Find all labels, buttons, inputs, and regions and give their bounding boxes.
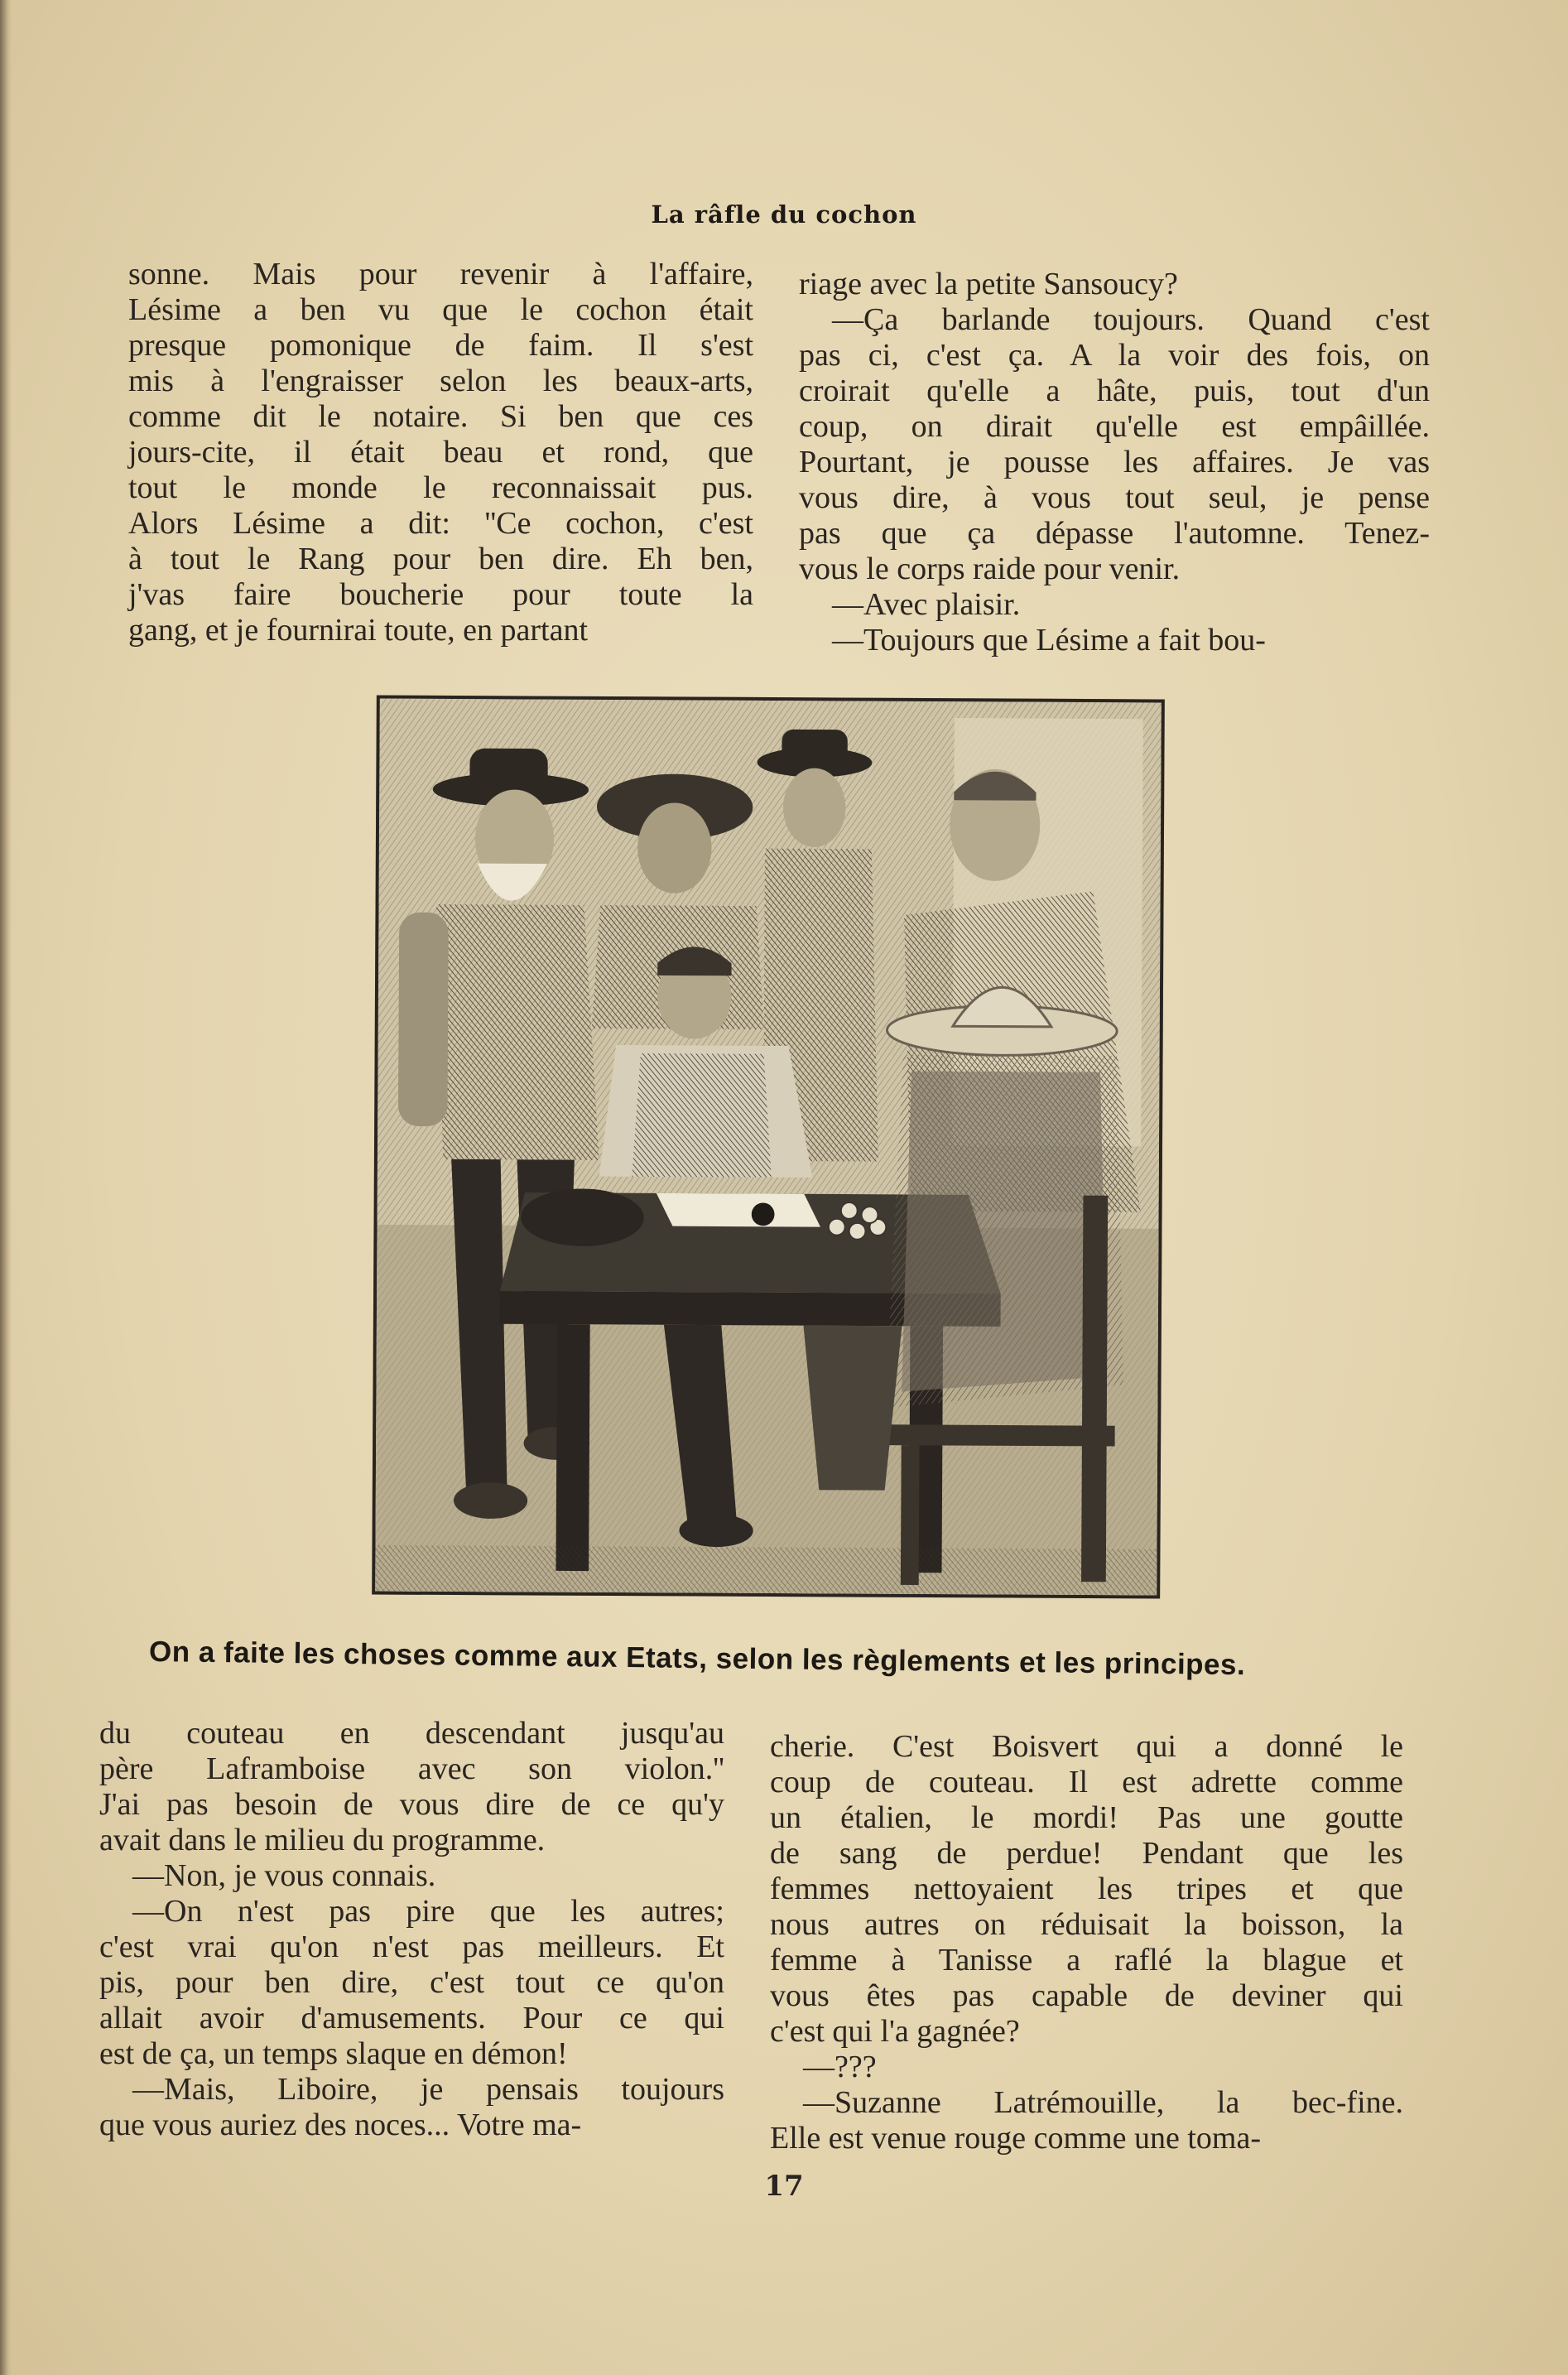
page-number: 17 (764, 2170, 804, 2203)
text-line: Alors Lésime a dit: ''Ce cochon, c'est (128, 506, 753, 541)
text-line: pas que ça dépasse l'automne. Tenez- (799, 516, 1430, 551)
text-line: femmes nettoyaient les tripes et que (770, 1872, 1403, 1906)
text-line: coup, on dirait qu'elle est empâillée. (799, 409, 1430, 444)
text-line: presque pomonique de faim. Il s'est (128, 328, 753, 363)
illustration (372, 696, 1165, 1599)
text-line: Elle est venue rouge comme une toma- (770, 2121, 1262, 2156)
column-bottom-right (770, 1729, 1403, 2156)
text-line: c'est qui l'a gagnée? (770, 2014, 1020, 2049)
column-top-left (128, 257, 753, 648)
text-line: du couteau en descendant jusqu'au (99, 1716, 724, 1751)
text-line: J'ai pas besoin de vous dire de ce qu'y (99, 1787, 724, 1822)
text-line: croirait qu'elle a hâte, puis, tout d'un (799, 373, 1430, 408)
text-line: un étalien, le mordi! Pas une goutte (770, 1800, 1403, 1835)
text-line: jours-cite, il était beau et rond, que (128, 435, 753, 470)
column-top-right (799, 267, 1430, 658)
text-line: allait avoir d'amusements. Pour ce qui (99, 2001, 724, 2035)
text-line: pis, pour ben dire, c'est tout ce qu'on (99, 1965, 724, 2000)
text-line: riage avec la petite Sansoucy? (799, 267, 1178, 301)
text-line: pas ci, c'est ça. A la voir des fois, on (799, 338, 1430, 373)
column-bottom-left (99, 1716, 724, 2143)
text-line: —Suzanne Latrémouille, la bec-fine. (803, 2085, 1403, 2120)
text-line: avait dans le milieu du programme. (99, 1823, 546, 1857)
text-line: —On n'est pas pire que les autres; (132, 1894, 724, 1929)
text-line: coup de couteau. Il est adrette comme (770, 1765, 1403, 1799)
text-line: père Laframboise avec son violon.'' (99, 1751, 724, 1786)
text-line: —Non, je vous connais. (132, 1858, 436, 1893)
text-line: sonne. Mais pour revenir à l'affaire, (128, 257, 753, 291)
text-line: vous le corps raide pour venir. (799, 552, 1181, 586)
text-line: nous autres on réduisait la boisson, la (770, 1907, 1403, 1942)
text-line: j'vas faire boucherie pour toute la (128, 577, 753, 612)
text-line: —Mais, Liboire, je pensais toujours (132, 2072, 724, 2107)
text-line: vous dire, à vous tout seul, je pense (799, 480, 1430, 515)
illustration-caption: On a faite les choses comme aux Etats, selon les règlements et les principes. (148, 1636, 1246, 1682)
text-line: vous êtes pas capable de deviner qui (770, 1978, 1403, 2013)
running-head: La râfle du cochon (651, 200, 917, 229)
illustration-drawing (375, 699, 1162, 1596)
text-line: que vous auriez des noces... Votre ma- (99, 2108, 582, 2142)
text-line: —Toujours que Lésime a fait bou- (832, 623, 1266, 658)
text-line: cherie. C'est Boisvert qui a donné le (770, 1729, 1403, 1764)
text-line: —Avec plaisir. (832, 587, 1021, 622)
text-line: Pourtant, je pousse les affaires. Je vas (799, 445, 1430, 479)
text-line: gang, et je fournirai toute, en partant (128, 613, 589, 648)
text-line: c'est vrai qu'on n'est pas meilleurs. Et (99, 1929, 724, 1964)
text-line: mis à l'engraisser selon les beaux-arts, (128, 364, 753, 398)
text-line: femme à Tanisse a raflé la blague et (770, 1943, 1403, 1978)
text-line: de sang de perdue! Pendant que les (770, 1836, 1403, 1871)
text-line: à tout le Rang pour ben dire. Eh ben, (128, 542, 753, 576)
text-line: Lésime a ben vu que le cochon était (128, 292, 753, 327)
text-line: comme dit le notaire. Si ben que ces (128, 399, 753, 434)
text-line: —Ça barlande toujours. Quand c'est (832, 302, 1430, 337)
page-edge (0, 0, 12, 2375)
text-line: tout le monde le reconnaissait pus. (128, 470, 753, 505)
text-line: —??? (803, 2050, 877, 2084)
text-line: est de ça, un temps slaque en démon! (99, 2036, 568, 2071)
